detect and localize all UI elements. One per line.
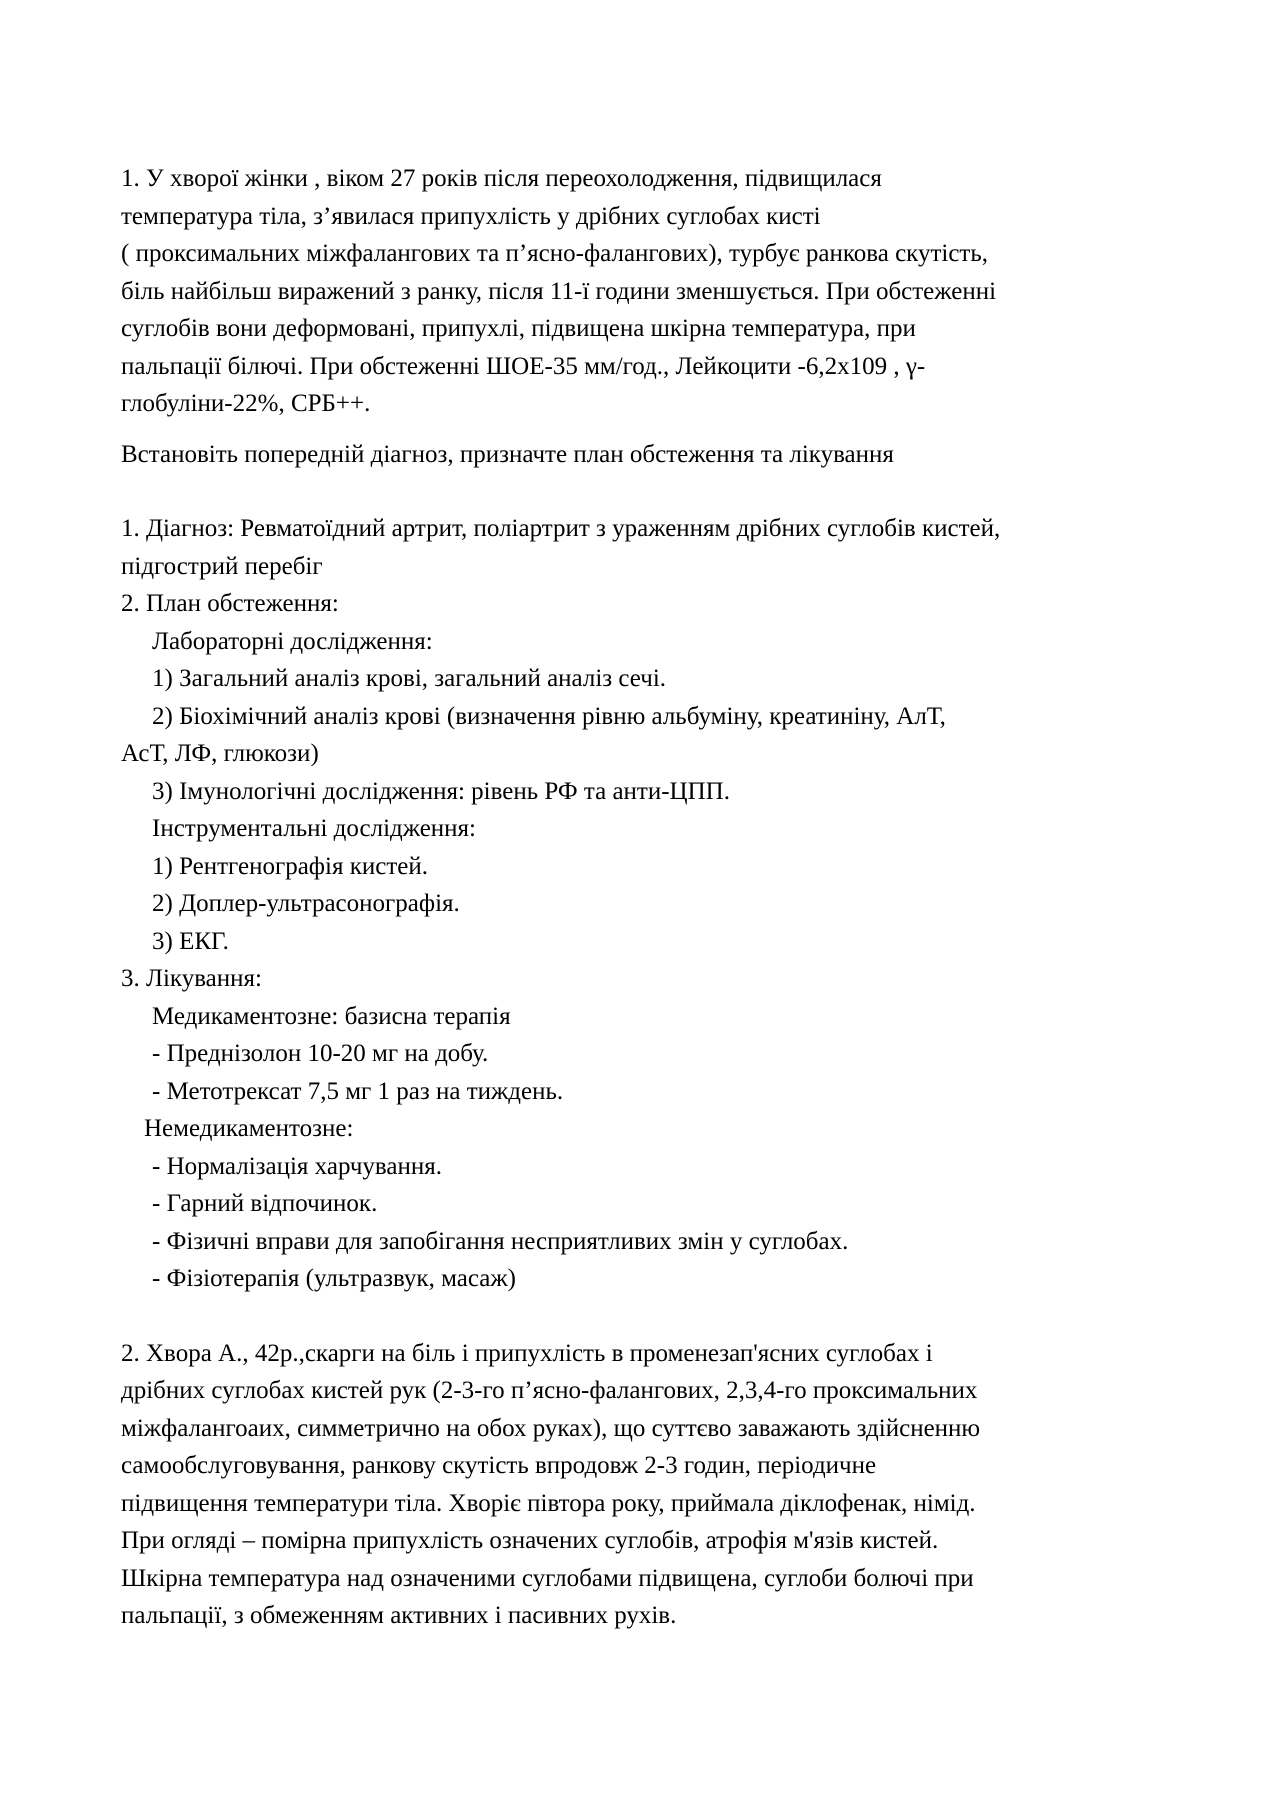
non-medication-item: - Нормалізація харчування.: [152, 1152, 442, 1180]
plan-heading: 2. План обстеження:: [121, 590, 339, 617]
case-2-text: [121, 1335, 1196, 1635]
case-1-line: суглобів вони деформовані, припухлі, підвищена шкірна температура, при: [121, 315, 916, 342]
lab-item: 2) Біохімічний аналіз крові (визначення рівню альбуміну, креатиніну, АлТ,: [152, 702, 946, 730]
lab-item: 3) Імунологічні дослідження: рівень РФ та анти-ЦПП.: [152, 777, 730, 805]
spacer: [121, 423, 1196, 436]
case-1-line: біль найбільш виражений з ранку, після 11-ї години зменшується. При обстеженні: [121, 277, 997, 305]
medication-item: - Преднізолон 10-20 мг на добу.: [152, 1040, 489, 1067]
non-medication-item: - Гарний відпочинок.: [152, 1190, 378, 1217]
case-1-line: пальпації білючі. При обстеженні ШОЕ-35 мм/год., Лейкоцити -6,2х109 , γ-: [121, 352, 926, 380]
case-2-line: самообслуговування, ранкову скутість впродовж 2-3 годин, періодичне: [121, 1452, 877, 1479]
case-2-line: Шкірна температура над означеними суглобами підвищена, суглоби болючі при: [121, 1564, 974, 1592]
lab-heading: Лабораторні дослідження:: [152, 627, 433, 655]
instrumental-item: 2) Доплер-ультрасонографія.: [152, 890, 460, 917]
diagnosis-line: підгострий перебіг: [121, 552, 323, 580]
medication-item: - Метотрексат 7,5 мг 1 раз на тиждень.: [152, 1077, 564, 1105]
spacer: [121, 473, 1196, 510]
instrumental-heading: Інструментальні дослідження:: [152, 815, 476, 842]
lab-item: 1) Загальний аналіз крові, загальний аналіз сечі.: [152, 665, 667, 692]
instrumental-item: 1) Рентгенографія кистей.: [152, 852, 428, 880]
non-medication-item: - Фізичні вправи для запобігання несприятливих змін у суглобах.: [152, 1227, 849, 1255]
case-2-line: дрібних суглобах кистей рук (2-3-го п’ясно-фалангових, 2,3,4-го проксимальних: [121, 1377, 978, 1404]
case-2-line: міжфалангоаих, симметрично на обох руках), що суттєво заважають здійсненню: [121, 1414, 981, 1442]
case-1-line: ( проксимальних міжфалангових та п’ясно-фалангових), турбує ранкова скутість,: [121, 240, 989, 267]
case-1-text: [121, 160, 1196, 423]
document-content: [121, 160, 1196, 1635]
case-1-line: температура тіла, з’явилася припухлість у дрібних суглобах кисті: [121, 202, 821, 230]
non-medication-heading: Немедикаментозне:: [144, 1115, 354, 1142]
case-1-line: глобуліни-22%, СРБ++.: [121, 390, 371, 417]
instrumental-item: 3) ЕКГ.: [152, 927, 229, 955]
treatment-heading: 3. Лікування:: [121, 965, 262, 992]
case-2-line: 2. Хвора А., 42р.,скарги на біль і припухлість в променезап'ясних суглобах і: [121, 1339, 933, 1367]
diagnosis-line: 1. Діагноз: Ревматоїдний артрит, поліартрит з ураженням дрібних суглобів кистей,: [121, 515, 1001, 542]
spacer: [121, 1298, 1196, 1335]
case-1-line: 1. У хворої жінки , віком 27 років після переохолодження, підвищилася: [121, 165, 882, 192]
non-medication-item: - Фізіотерапія (ультразвук, масаж): [152, 1265, 516, 1292]
case-1-task: Встановіть попередній діагноз, призначте план обстеження та лікування: [121, 440, 894, 468]
case-2-line: пальпації, з обмеженням активних і пасивних рухів.: [121, 1602, 677, 1629]
lab-item-continued: АсТ, ЛФ, глюкози): [121, 740, 319, 767]
case-2-line: підвищення температури тіла. Хворіє півтора року, приймала діклофенак, німід.: [121, 1489, 976, 1517]
case-2-line: При огляді – помірна припухлість означених суглобів, атрофія м'язів кистей.: [121, 1527, 939, 1554]
answer-1: [121, 510, 1196, 1298]
medication-heading: Медикаментозне: базисна терапія: [152, 1002, 511, 1030]
